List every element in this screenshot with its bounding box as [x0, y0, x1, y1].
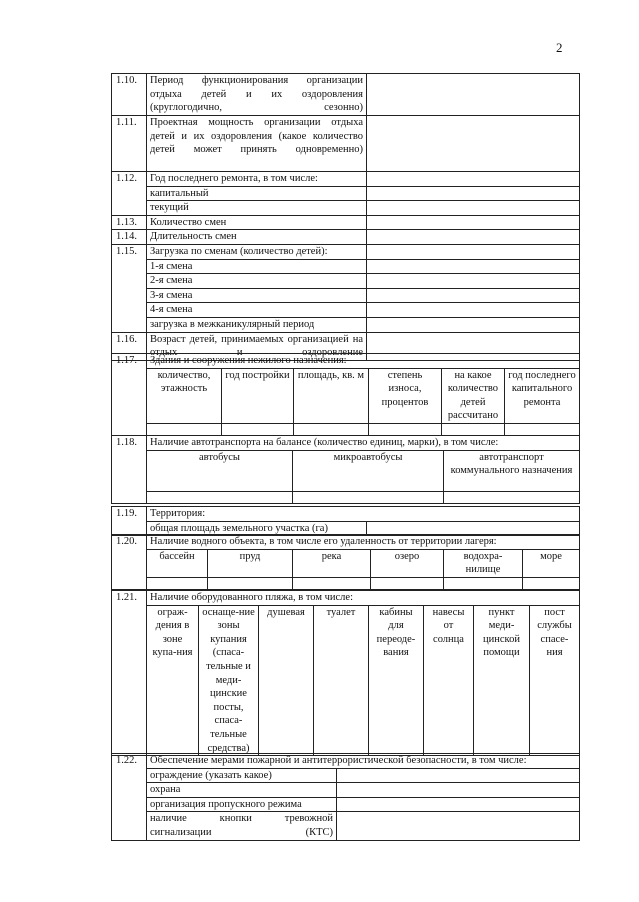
sub-label: 1-я смена: [147, 259, 367, 274]
row-1-12: [112, 172, 580, 187]
col-header: пункт меди-цинской помощи: [474, 605, 530, 756]
answer-cell[interactable]: [293, 491, 444, 503]
row-1-11: [112, 116, 580, 172]
answer-cell[interactable]: [367, 74, 580, 116]
col-header: море: [523, 549, 580, 577]
sub-label: 4-я смена: [147, 303, 367, 318]
form-table: [111, 73, 580, 361]
col-header: автобусы: [147, 450, 293, 491]
row-number: 1.15.: [112, 244, 147, 332]
answer-cell[interactable]: [367, 215, 580, 230]
col-header: площадь, кв. м: [294, 368, 369, 423]
row-label: Длительность смен: [147, 230, 367, 245]
answer-cell[interactable]: [294, 423, 369, 435]
answer-cell[interactable]: [337, 797, 580, 812]
answer-cell[interactable]: [293, 577, 371, 589]
answer-cell[interactable]: [222, 423, 294, 435]
col-header: бассейн: [147, 549, 208, 577]
sub-label: ограждение (указать какое): [147, 768, 337, 783]
answer-cell[interactable]: [367, 317, 580, 332]
row-number: 1.11.: [112, 116, 147, 172]
answer-cell[interactable]: [367, 201, 580, 216]
row-label: Возраст детей, принимаемых организацией на отдых и оздоровление: [147, 332, 367, 360]
row-label: Наличие водного объекта, в том числе его удаленность от территории лагеря:: [147, 535, 580, 550]
answer-cell[interactable]: [367, 116, 580, 172]
answer-cell[interactable]: [367, 288, 580, 303]
col-header: душевая: [259, 605, 314, 756]
sub-label: загрузка в межканикулярный период: [147, 317, 367, 332]
col-header: ограж-дения в зоне купа-ния: [147, 605, 199, 756]
row-number: 1.20.: [112, 535, 147, 590]
col-header: пост службы спасе-ния: [530, 605, 580, 756]
row-label: Год последнего ремонта, в том числе:: [147, 172, 367, 187]
sub-label: капитальный: [147, 186, 367, 201]
row-label: Обеспечение мерами пожарной и антитеррористической безопасности, в том числе:: [147, 754, 580, 769]
page-number: 2: [556, 40, 563, 55]
answer-cell[interactable]: [367, 244, 580, 259]
answer-cell[interactable]: [147, 577, 208, 589]
row-label: Количество смен: [147, 215, 367, 230]
answer-cell[interactable]: [444, 491, 580, 503]
sub-label: организация пропускного режима: [147, 797, 337, 812]
section-1-21: [111, 590, 580, 756]
sub-label: общая площадь земельного участка (га): [147, 521, 367, 536]
sub-label: 3-я смена: [147, 288, 367, 303]
answer-cell[interactable]: [369, 423, 442, 435]
row-label: Проектная мощность организации отдыха детей и их оздоровления (какое количество детей может принять одновременно): [147, 116, 367, 172]
answer-cell[interactable]: [147, 491, 293, 503]
sub-label: охрана: [147, 783, 337, 798]
section-1-22: [111, 753, 580, 841]
row-number: 1.22.: [112, 754, 147, 841]
row-1-15: [112, 244, 580, 259]
col-header: пруд: [208, 549, 293, 577]
sub-label: текущий: [147, 201, 367, 216]
col-header: год последнего капитального ремонта: [505, 368, 580, 423]
answer-cell[interactable]: [367, 230, 580, 245]
row-number: 1.14.: [112, 230, 147, 245]
row-1-10: [112, 74, 580, 116]
sub-label: 2-я смена: [147, 274, 367, 289]
col-header: навесы от солнца: [424, 605, 474, 756]
row-1-14: [112, 230, 580, 245]
answer-cell[interactable]: [208, 577, 293, 589]
answer-cell[interactable]: [367, 172, 580, 187]
col-header: автотранспорт коммунального назначения: [444, 450, 580, 491]
row-label: Загрузка по сменам (количество детей):: [147, 244, 367, 259]
section-1-17: [111, 353, 580, 436]
row-number: 1.16.: [112, 332, 147, 360]
row-label: Здания и сооружения нежилого назначения:: [147, 354, 580, 369]
answer-cell[interactable]: [337, 783, 580, 798]
row-number: 1.17.: [112, 354, 147, 436]
answer-cell[interactable]: [337, 812, 580, 840]
answer-cell[interactable]: [505, 423, 580, 435]
answer-cell[interactable]: [442, 423, 505, 435]
answer-cell[interactable]: [367, 274, 580, 289]
section-1-19: [111, 506, 580, 536]
col-header: кабины для переоде-вания: [369, 605, 424, 756]
answer-cell[interactable]: [367, 259, 580, 274]
col-header: река: [293, 549, 371, 577]
row-number: 1.21.: [112, 591, 147, 756]
col-header: год постройки: [222, 368, 294, 423]
answer-cell[interactable]: [367, 186, 580, 201]
answer-cell[interactable]: [147, 423, 222, 435]
row-label: Наличие автотранспорта на балансе (количество единиц, марки), в том числе:: [147, 436, 580, 451]
answer-cell[interactable]: [367, 303, 580, 318]
col-header: на какое количество детей рассчитано: [442, 368, 505, 423]
row-number: 1.13.: [112, 215, 147, 230]
section-1-20: [111, 534, 580, 590]
sub-label: наличие кнопки тревожной сигнализации (КТС): [147, 812, 337, 840]
col-header: степень износа, процентов: [369, 368, 442, 423]
answer-cell[interactable]: [371, 577, 444, 589]
answer-cell[interactable]: [337, 768, 580, 783]
row-number: 1.12.: [112, 172, 147, 216]
col-header: водохра-нилище: [444, 549, 523, 577]
row-number: 1.19.: [112, 507, 147, 536]
row-number: 1.18.: [112, 436, 147, 504]
answer-cell[interactable]: [444, 577, 523, 589]
col-header: микроавтобусы: [293, 450, 444, 491]
col-header: оснаще-ние зоны купания (спаса-тельные и меди-цинские посты, спаса-тельные средства): [199, 605, 259, 756]
answer-cell[interactable]: [523, 577, 580, 589]
col-header: количество, этажность: [147, 368, 222, 423]
row-number: 1.10.: [112, 74, 147, 116]
row-label: Территория:: [147, 507, 580, 522]
col-header: туалет: [314, 605, 369, 756]
row-label: Наличие оборудованного пляжа, в том числе:: [147, 591, 580, 606]
row-1-13: [112, 215, 580, 230]
col-header: озеро: [371, 549, 444, 577]
row-label: Период функционирования организации отдыха детей и их оздоровления (круглогодично, сезонно): [147, 74, 367, 116]
section-1-18: [111, 435, 580, 504]
